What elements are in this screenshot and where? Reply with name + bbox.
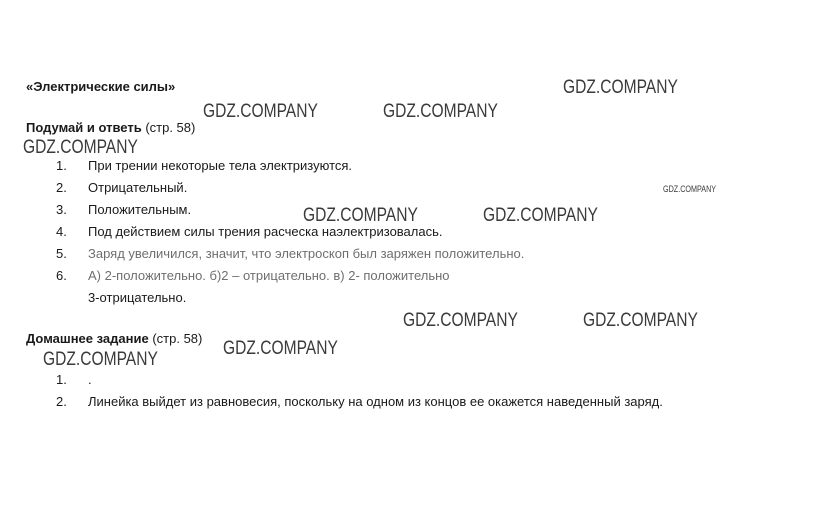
item-text: 3-отрицательно. xyxy=(88,290,187,305)
item-number: 6. xyxy=(56,268,67,283)
watermark: GDZ.COMPANY xyxy=(403,310,518,331)
section-page-ref: (стр. 58) xyxy=(152,331,203,346)
item-text: Отрицательный. xyxy=(88,180,188,195)
item-text: При трении некоторые тела электризуются. xyxy=(88,158,353,173)
watermark: GDZ.COMPANY xyxy=(23,137,138,158)
watermark: GDZ.COMPANY xyxy=(383,101,498,122)
watermark: GDZ.COMPANY xyxy=(303,205,418,226)
document-title: «Электрические силы» xyxy=(26,79,176,94)
item-number: 5. xyxy=(56,246,67,261)
item-number: 2. xyxy=(56,180,67,195)
item-text: Линейка выйдет из равновесия, поскольку на одном из концов ее окажется наведенный заряд. xyxy=(88,394,663,409)
item-text: . xyxy=(88,372,92,387)
section-heading-label: Подумай и ответь xyxy=(26,120,142,135)
item-number: 4. xyxy=(56,224,67,239)
item-number: 1. xyxy=(56,372,67,387)
item-number: 1. xyxy=(56,158,67,173)
watermark: GDZ.COMPANY xyxy=(223,338,338,359)
watermark: GDZ.COMPANY xyxy=(203,101,318,122)
section-page-ref: (стр. 58) xyxy=(145,120,196,135)
item-text: Положительным. xyxy=(88,202,192,217)
item-number: 3. xyxy=(56,202,67,217)
watermark: GDZ.COMPANY xyxy=(563,77,678,98)
item-text: Заряд увеличился, значит, что электроскоп был заряжен положительно. xyxy=(88,246,525,261)
item-text: А) 2-положительно. б)2 – отрицательно. в) 2- положительно xyxy=(88,268,450,283)
watermark: GDZ.COMPANY xyxy=(483,205,598,226)
watermark: GDZ.COMPANY xyxy=(663,184,717,194)
watermark: GDZ.COMPANY xyxy=(583,310,698,331)
item-number: 2. xyxy=(56,394,67,409)
item-text: Под действием силы трения расческа наэлектризовалась. xyxy=(88,224,443,239)
section-heading-homework xyxy=(26,331,202,346)
watermark: GDZ.COMPANY xyxy=(43,349,158,370)
section-heading-think xyxy=(26,120,195,135)
section-heading-label: Домашнее задание xyxy=(26,331,149,346)
